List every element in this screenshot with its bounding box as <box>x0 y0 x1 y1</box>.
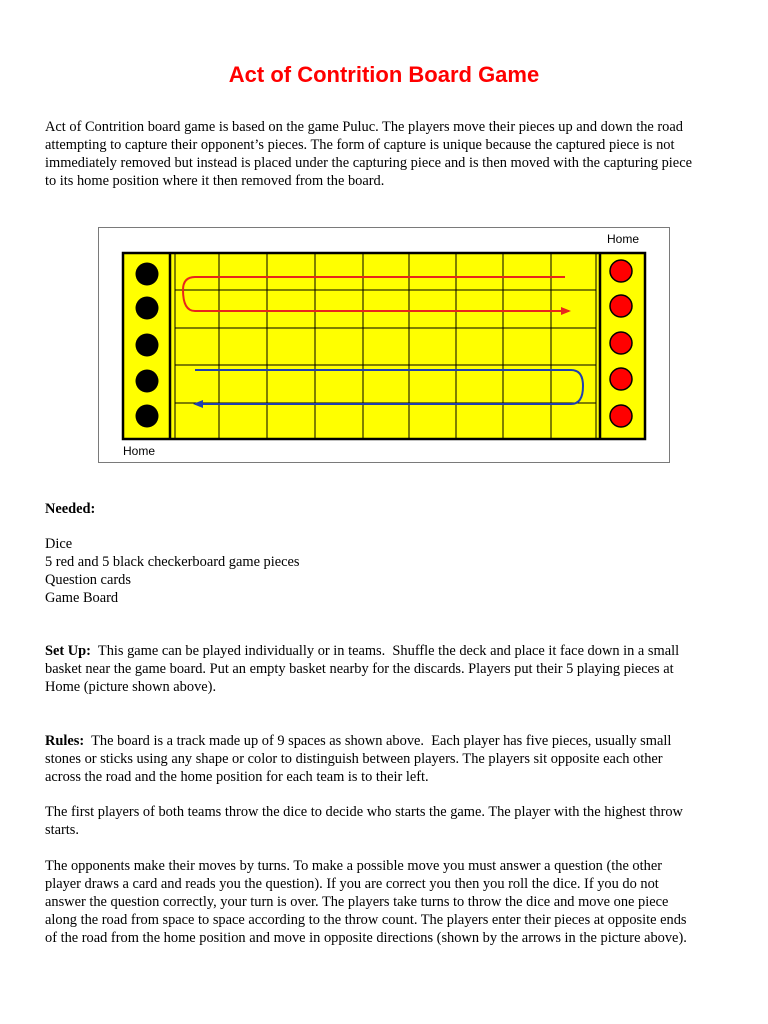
needed-heading: Needed: <box>45 501 96 517</box>
black-piece <box>136 334 159 357</box>
document-title: Act of Contrition Board Game <box>228 62 540 87</box>
home-label-top: Home <box>607 232 640 246</box>
opponents-paragraph <box>45 857 735 947</box>
needed-list <box>45 535 735 607</box>
rules-line: stones or sticks using any shape or color to distinguish between players. The players sit opposite each other <box>45 751 663 767</box>
black-piece <box>136 405 159 428</box>
intro-line: immediately removed but instead is placed under the capturing piece and is then moved with the capturing piece <box>45 155 692 171</box>
intro-line: attempting to capture their opponent’s pieces. The form of capture is unique because the captured piece is not <box>45 137 675 153</box>
rules-paragraph <box>45 732 735 786</box>
setup-line <box>45 642 735 660</box>
paragraph-line: The opponents make their moves by turns. To make a possible move you must answer a question (the other <box>45 858 662 874</box>
red-piece <box>610 260 632 282</box>
setup-line: basket near the game board. Put an empty basket nearby for the discards. Players put their 5 playing pieces at <box>45 661 674 677</box>
rules-line <box>45 732 735 750</box>
game-board-diagram <box>99 228 669 462</box>
black-piece <box>136 370 159 393</box>
first-players-paragraph <box>45 803 735 839</box>
intro-paragraph <box>45 118 735 190</box>
rules-label: Rules: <box>45 733 85 749</box>
setup-paragraph <box>45 642 735 696</box>
paragraph-line: along the road from space to space according to the throw count. The players enter their pieces at opposite ends <box>45 912 687 928</box>
game-board-figure <box>98 227 670 463</box>
paragraph-line: player draws a card and reads you the question). If you are correct you then you roll the dice. If you do not <box>45 876 659 892</box>
setup-text: This game can be played individually or in teams. Shuffle the deck and place it face down in a small <box>90 643 680 659</box>
needed-item: Game Board <box>45 590 119 606</box>
board-surface <box>123 253 645 439</box>
intro-line: to its home position where it then removed from the board. <box>45 173 385 189</box>
red-piece <box>610 405 632 427</box>
red-piece <box>610 295 632 317</box>
paragraph-line: of the road from the home position and move in opposite directions (shown by the arrows in the picture above). <box>45 930 687 946</box>
rules-line: across the road and the home position for each team is to their left. <box>45 769 429 785</box>
black-piece <box>136 263 159 286</box>
needed-item: Question cards <box>45 572 131 588</box>
black-piece <box>136 297 159 320</box>
red-piece <box>610 368 632 390</box>
paragraph-line: starts. <box>45 822 79 838</box>
needed-item: Dice <box>45 536 73 552</box>
setup-label: Set Up: <box>45 643 91 659</box>
setup-line: Home (picture shown above). <box>45 679 217 695</box>
rules-text: The board is a track made up of 9 spaces as shown above. Each player has five pieces, usually small <box>84 733 672 749</box>
home-label-bottom: Home <box>123 444 156 458</box>
intro-line: Act of Contrition board game is based on the game Puluc. The players move their pieces up and down the road <box>45 119 683 135</box>
red-piece <box>610 332 632 354</box>
needed-item: 5 red and 5 black checkerboard game pieces <box>45 554 300 570</box>
paragraph-line: The first players of both teams throw the dice to decide who starts the game. The player with the highest throw <box>45 804 683 820</box>
paragraph-line: answer the question correctly, your turn is over. The players take turns to throw the dice and move one piece <box>45 894 669 910</box>
